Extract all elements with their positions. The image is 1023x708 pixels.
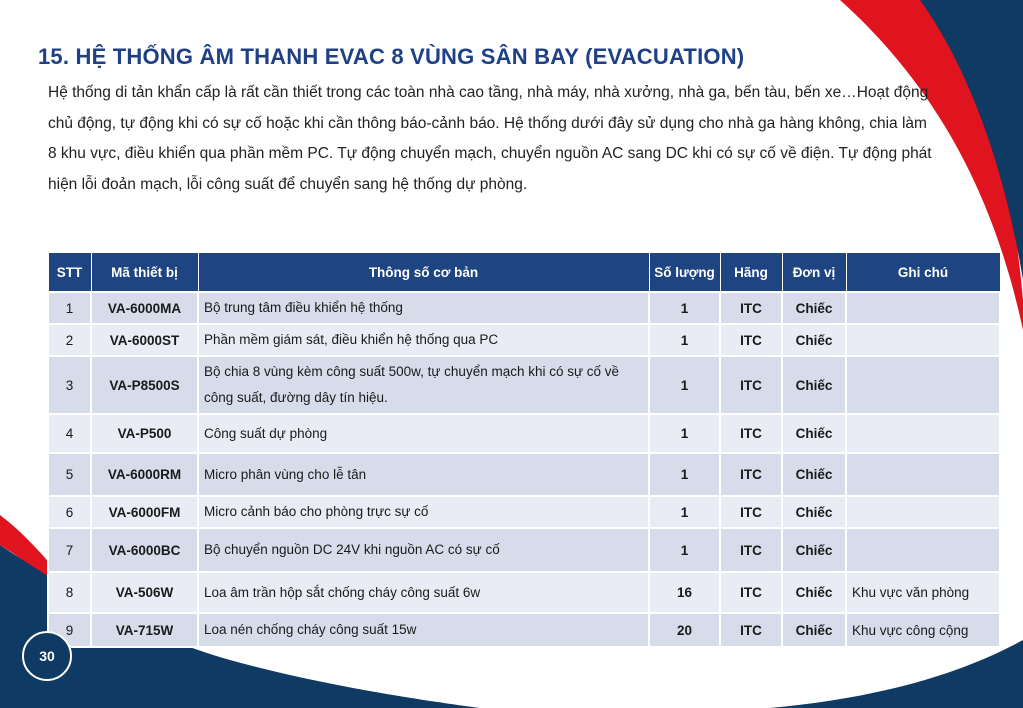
cell-code: VA-P8500S: [91, 356, 198, 414]
cell-brand: ITC: [720, 496, 782, 528]
cell-unit: Chiếc: [782, 292, 846, 324]
table-row: [48, 613, 1000, 647]
cell-stt: 3: [48, 356, 91, 414]
cell-stt: 5: [48, 453, 91, 496]
cell-note: [846, 356, 1000, 414]
cell-qty: 1: [649, 292, 720, 324]
cell-desc: Micro cảnh báo cho phòng trực sự cố: [198, 496, 649, 528]
cell-unit: Chiếc: [782, 528, 846, 572]
table-row: [48, 324, 1000, 356]
cell-unit: Chiếc: [782, 324, 846, 356]
cell-code: VA-506W: [91, 572, 198, 613]
cell-note: [846, 453, 1000, 496]
cell-desc: Công suất dự phòng: [198, 414, 649, 453]
table-header-row: [48, 253, 1000, 293]
header-stt: STT: [48, 253, 91, 293]
cell-stt: 2: [48, 324, 91, 356]
cell-code: VA-6000RM: [91, 453, 198, 496]
cell-qty: 16: [649, 572, 720, 613]
cell-qty: 1: [649, 356, 720, 414]
table-row: [48, 453, 1000, 496]
cell-qty: 20: [649, 613, 720, 647]
cell-brand: ITC: [720, 572, 782, 613]
cell-qty: 1: [649, 414, 720, 453]
cell-qty: 1: [649, 453, 720, 496]
cell-qty: 1: [649, 528, 720, 572]
header-unit: Đơn vị: [782, 253, 846, 293]
cell-stt: 1: [48, 292, 91, 324]
cell-desc: Phần mềm giám sát, điều khiển hệ thống qua PC: [198, 324, 649, 356]
cell-desc: Bộ trung tâm điều khiển hệ thống: [198, 292, 649, 324]
cell-unit: Chiếc: [782, 613, 846, 647]
cell-desc: Bộ chia 8 vùng kèm công suất 500w, tự chuyển mạch khi có sự cố về công suất, đường dây tín hiệu.: [198, 356, 649, 414]
table-row: [48, 528, 1000, 572]
cell-qty: 1: [649, 324, 720, 356]
cell-code: VA-6000MA: [91, 292, 198, 324]
cell-desc: Bộ chuyển nguồn DC 24V khi nguồn AC có sự cố: [198, 528, 649, 572]
table-row: [48, 292, 1000, 324]
cell-brand: ITC: [720, 292, 782, 324]
cell-unit: Chiếc: [782, 453, 846, 496]
cell-stt: 8: [48, 572, 91, 613]
equipment-table: [47, 252, 1001, 648]
table-row: [48, 572, 1000, 613]
cell-desc: Loa âm trần hộp sắt chống cháy công suất 6w: [198, 572, 649, 613]
cell-unit: Chiếc: [782, 572, 846, 613]
header-spec: Thông số cơ bản: [198, 253, 649, 293]
cell-note: [846, 324, 1000, 356]
table-row: [48, 496, 1000, 528]
intro-paragraph: [48, 78, 938, 200]
cell-brand: ITC: [720, 453, 782, 496]
cell-brand: ITC: [720, 528, 782, 572]
cell-stt: 6: [48, 496, 91, 528]
intro-text: Hệ thống di tản khẩn cấp là rất cần thiết trong các toàn nhà cao tầng, nhà máy, nhà xưởng, nhà ga, bến tàu, bến xe…Hoạt động chủ động, tự động khi có sự cố hoặc khi cần thông báo-cảnh báo. Hệ thống dưới đây sử dụng cho nhà ga hàng không, chia làm 8 khu vực, điều khiển qua phần mềm PC. Tự động chuyển mạch, chuyển nguồn AC sang DC khi có sự cố về điện. Tự động phát hiện lỗi đoản mạch, lỗi công suất để chuyển sang hệ thống dự phòng.: [48, 84, 932, 193]
cell-stt: 9: [48, 613, 91, 647]
cell-code: VA-715W: [91, 613, 198, 647]
cell-desc: Loa nén chống cháy công suất 15w: [198, 613, 649, 647]
cell-code: VA-P500: [91, 414, 198, 453]
cell-unit: Chiếc: [782, 496, 846, 528]
cell-qty: 1: [649, 496, 720, 528]
cell-code: VA-6000BC: [91, 528, 198, 572]
cell-note: Khu vực công cộng: [846, 613, 1000, 647]
cell-note: [846, 292, 1000, 324]
cell-note: [846, 528, 1000, 572]
header-note: Ghi chú: [846, 253, 1000, 293]
header-qty: Số lượng: [649, 253, 720, 293]
page-number-badge: 30: [22, 631, 72, 681]
cell-unit: Chiếc: [782, 414, 846, 453]
header-code: Mã thiết bị: [91, 253, 198, 293]
cell-note: Khu vực văn phòng: [846, 572, 1000, 613]
table-row: [48, 414, 1000, 453]
cell-stt: 4: [48, 414, 91, 453]
cell-code: VA-6000ST: [91, 324, 198, 356]
cell-unit: Chiếc: [782, 356, 846, 414]
cell-stt: 7: [48, 528, 91, 572]
cell-brand: ITC: [720, 356, 782, 414]
table-row: [48, 356, 1000, 414]
cell-desc: Micro phân vùng cho lễ tân: [198, 453, 649, 496]
cell-brand: ITC: [720, 324, 782, 356]
cell-brand: ITC: [720, 613, 782, 647]
page-title: 15. HỆ THỐNG ÂM THANH EVAC 8 VÙNG SÂN BAY (EVACUATION): [38, 44, 745, 69]
header-brand: Hãng: [720, 253, 782, 293]
cell-note: [846, 414, 1000, 453]
cell-code: VA-6000FM: [91, 496, 198, 528]
cell-note: [846, 496, 1000, 528]
cell-brand: ITC: [720, 414, 782, 453]
